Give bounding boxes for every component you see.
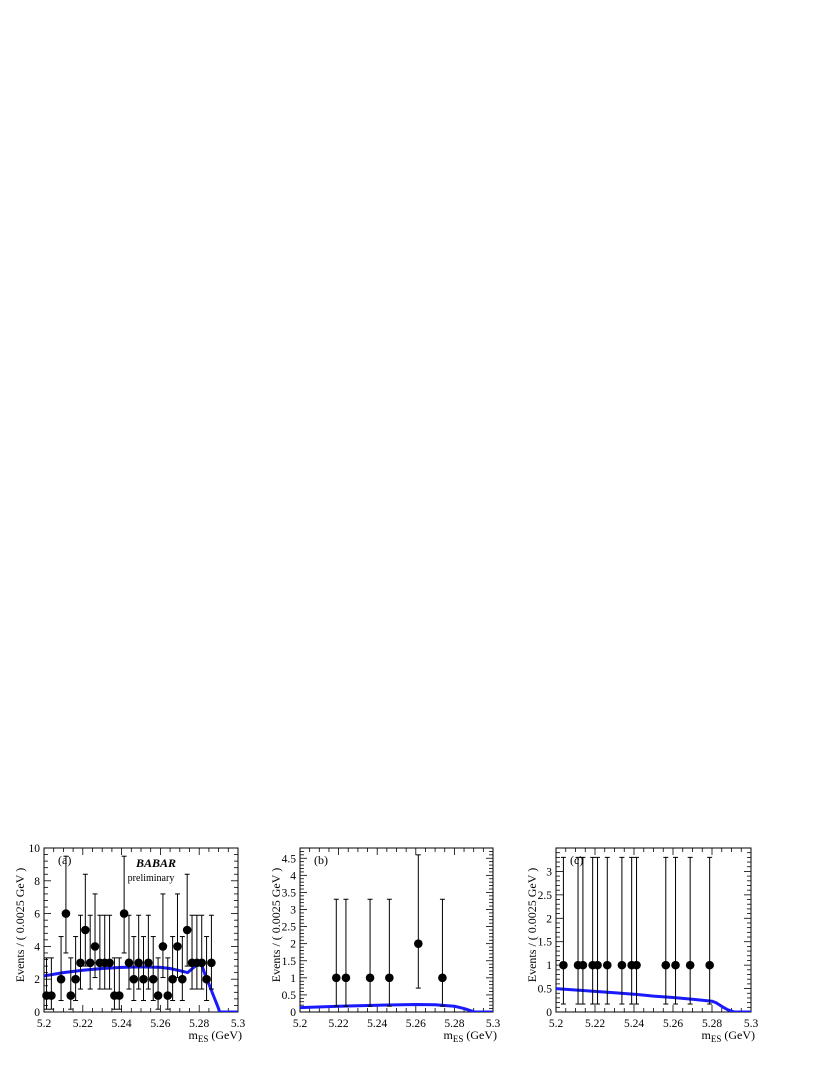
y-tick-label: 0 <box>546 1007 552 1019</box>
data-point <box>47 991 56 1000</box>
y-tick-label: 2 <box>290 938 296 951</box>
x-axis-title: $m_{ES}$ (GeV) <box>701 1028 755 1044</box>
x-axis-title: $m_{ES}$ (GeV) <box>188 1028 242 1044</box>
x-tick-label: 5.28 <box>189 1018 210 1030</box>
y-tick-label: 4 <box>34 941 40 954</box>
x-tick-label: 5.2 <box>548 1018 564 1030</box>
x-tick-label: 5.3 <box>230 1018 246 1030</box>
data-point <box>593 961 602 970</box>
data-point <box>183 926 192 935</box>
data-point <box>139 975 148 984</box>
plot-frame <box>300 848 493 1012</box>
data-point <box>66 991 75 1000</box>
y-tick-label: 10 <box>28 843 40 855</box>
y-tick-label: 4.5 <box>281 853 296 866</box>
data-point <box>632 961 641 970</box>
data-point <box>144 959 153 968</box>
panel-b <box>269 848 500 1044</box>
data-point <box>115 991 124 1000</box>
y-tick-label: 1 <box>290 972 296 985</box>
y-tick-label: 1 <box>546 960 552 973</box>
data-point <box>671 961 680 970</box>
data-point <box>163 991 172 1000</box>
y-tick-label: 3 <box>546 866 552 879</box>
x-tick-label: 5.3 <box>485 1018 501 1030</box>
data-point <box>159 942 168 951</box>
data-point <box>149 975 158 984</box>
data-point <box>618 961 627 970</box>
data-point <box>125 959 134 968</box>
y-tick-label: 3.5 <box>281 887 296 900</box>
y-tick-label: 2.5 <box>537 889 552 902</box>
x-tick-label: 5.28 <box>444 1018 465 1030</box>
x-tick-label: 5.26 <box>405 1018 426 1030</box>
x-tick-label: 5.22 <box>584 1018 606 1030</box>
data-point <box>202 975 211 984</box>
data-point <box>197 959 206 968</box>
y-tick-label: 6 <box>34 908 40 921</box>
x-tick-label: 5.26 <box>662 1018 684 1030</box>
data-point <box>438 974 447 983</box>
panel-c <box>525 848 758 1044</box>
x-tick-label: 5.24 <box>111 1018 132 1030</box>
x-tick-label: 5.24 <box>623 1018 645 1030</box>
data-point <box>414 939 423 948</box>
data-point <box>173 942 182 951</box>
panel-a <box>13 843 245 1044</box>
data-point <box>366 974 375 983</box>
logo-subtitle: preliminary <box>127 873 175 884</box>
data-point <box>207 959 216 968</box>
x-axis-title: $m_{ES}$ (GeV) <box>443 1028 497 1044</box>
x-tick-label: 5.2 <box>36 1018 52 1030</box>
y-tick-label: 0.5 <box>537 983 552 996</box>
fit-curve <box>44 964 238 1012</box>
y-tick-label: 0 <box>34 1007 40 1019</box>
x-tick-label: 5.24 <box>367 1018 388 1030</box>
data-point <box>559 961 568 970</box>
data-point <box>86 959 95 968</box>
y-tick-label: 2 <box>34 974 40 987</box>
data-point <box>579 961 588 970</box>
data-point <box>154 991 163 1000</box>
babar-logo: BABAR <box>135 856 177 870</box>
x-tick-label: 5.26 <box>150 1018 171 1030</box>
x-tick-label: 5.2 <box>292 1018 308 1030</box>
data-point <box>705 961 714 970</box>
x-tick-label: 5.22 <box>72 1018 93 1030</box>
data-point <box>168 975 177 984</box>
y-axis-title: Events / ( 0.0025 GeV ) <box>13 867 27 983</box>
panel-label: (a) <box>58 853 72 867</box>
data-point <box>178 975 187 984</box>
y-tick-label: 4 <box>290 870 296 883</box>
data-point <box>385 974 394 983</box>
y-tick-label: 8 <box>34 875 40 888</box>
y-tick-label: 2.5 <box>281 921 296 934</box>
data-point <box>105 959 114 968</box>
data-point <box>342 974 351 983</box>
y-axis-title: Events / ( 0.0025 GeV ) <box>525 867 539 983</box>
data-point <box>91 942 100 951</box>
y-tick-label: 0 <box>290 1007 296 1019</box>
data-point <box>81 926 90 935</box>
y-tick-label: 1.5 <box>281 955 296 968</box>
panel-label: (b) <box>314 853 328 867</box>
data-point <box>57 975 66 984</box>
data-point <box>71 975 80 984</box>
y-tick-label: 2 <box>546 913 552 926</box>
x-tick-label: 5.28 <box>701 1018 723 1030</box>
data-point <box>661 961 670 970</box>
data-point <box>603 961 612 970</box>
y-tick-label: 1.5 <box>537 936 552 949</box>
data-point <box>134 959 143 968</box>
y-tick-label: 0.5 <box>281 989 296 1002</box>
data-point <box>130 975 139 984</box>
plot-frame <box>556 848 751 1012</box>
data-point <box>686 961 695 970</box>
y-tick-label: 3 <box>290 904 296 917</box>
x-tick-label: 5.3 <box>743 1018 759 1030</box>
data-point <box>332 974 341 983</box>
panel-label: (c) <box>570 853 584 867</box>
x-tick-label: 5.22 <box>328 1018 349 1030</box>
data-point <box>62 909 71 918</box>
data-point <box>120 909 129 918</box>
y-axis-title: Events / ( 0.0025 GeV ) <box>269 867 283 983</box>
